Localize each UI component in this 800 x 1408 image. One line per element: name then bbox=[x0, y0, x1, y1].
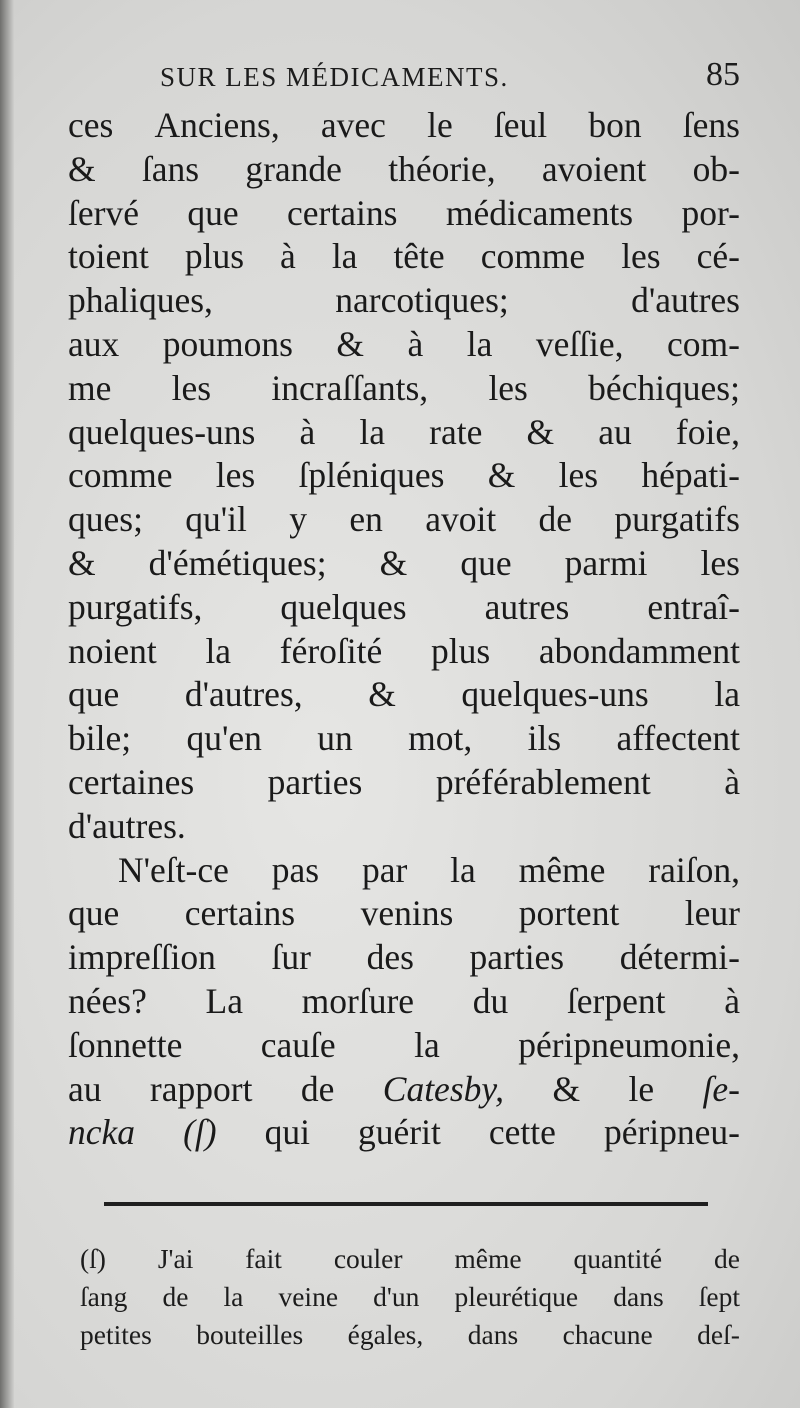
word: bouteilles bbox=[196, 1319, 304, 1350]
word: par bbox=[361, 849, 408, 890]
word: d'un bbox=[373, 1281, 420, 1312]
word: pas bbox=[271, 849, 320, 890]
footnote-divider bbox=[104, 1202, 708, 1206]
word: venins bbox=[360, 893, 454, 934]
word: & bbox=[487, 455, 516, 496]
word: ſerpent bbox=[566, 980, 666, 1021]
word: ſonnette bbox=[68, 1024, 183, 1065]
footnote bbox=[80, 1240, 740, 1354]
text-line bbox=[68, 1024, 740, 1068]
word: certains bbox=[184, 893, 296, 934]
word: & bbox=[368, 674, 396, 715]
word: les bbox=[215, 455, 256, 496]
word: & bbox=[379, 542, 408, 583]
word: cé- bbox=[696, 236, 740, 277]
word: que bbox=[68, 893, 120, 934]
word: petites bbox=[80, 1319, 152, 1350]
text-line bbox=[68, 235, 740, 279]
word: guérit bbox=[358, 1112, 441, 1153]
word: parties bbox=[267, 761, 363, 802]
word: comme bbox=[480, 236, 586, 277]
word: certains bbox=[287, 192, 398, 233]
word: leur bbox=[684, 893, 740, 934]
text-line bbox=[68, 673, 740, 717]
text-line bbox=[68, 104, 740, 148]
word: morſure bbox=[301, 980, 415, 1021]
word: chacune bbox=[562, 1319, 653, 1350]
word: veine bbox=[278, 1281, 339, 1312]
word: ob- bbox=[692, 148, 740, 189]
word: avoit bbox=[425, 499, 497, 540]
word: toient bbox=[68, 236, 149, 277]
word: cauſe bbox=[260, 1024, 336, 1065]
word: abondamment bbox=[538, 630, 740, 671]
word: avec bbox=[320, 105, 386, 145]
page-number: 85 bbox=[706, 56, 740, 93]
word: de bbox=[538, 499, 573, 540]
word: avoient bbox=[541, 148, 647, 189]
text-line bbox=[68, 980, 740, 1024]
word: (ſ) bbox=[183, 1112, 217, 1153]
word: à bbox=[724, 980, 740, 1021]
word: que bbox=[460, 542, 512, 583]
word: plus bbox=[184, 236, 245, 277]
word: d'autres. bbox=[68, 805, 186, 846]
footnote-line bbox=[80, 1278, 740, 1316]
word: ſe- bbox=[702, 1068, 740, 1109]
word: mot, bbox=[408, 718, 473, 759]
word: & bbox=[552, 1068, 581, 1109]
word: à bbox=[299, 411, 316, 452]
word: & bbox=[526, 411, 555, 452]
word: por- bbox=[681, 192, 740, 233]
word: poumons bbox=[162, 323, 293, 364]
word: à bbox=[724, 761, 740, 802]
word: hépati- bbox=[641, 455, 740, 496]
word: ques; bbox=[68, 499, 143, 540]
text-line bbox=[68, 892, 740, 936]
word: en bbox=[349, 499, 383, 540]
text-line bbox=[68, 454, 740, 498]
word: détermi- bbox=[619, 937, 740, 978]
word: la bbox=[223, 1281, 244, 1312]
word: ſpléniques bbox=[298, 455, 445, 496]
word: y bbox=[289, 499, 307, 540]
word: & bbox=[68, 542, 96, 583]
word: ſens bbox=[682, 105, 740, 145]
word: médicaments bbox=[445, 192, 634, 233]
word: portent bbox=[518, 893, 620, 934]
word: J'ai bbox=[157, 1243, 194, 1274]
word: égales, bbox=[347, 1319, 424, 1350]
word: d'autres bbox=[631, 280, 740, 321]
word: raiſon, bbox=[648, 849, 740, 890]
word: rapport bbox=[149, 1068, 253, 1109]
text-line bbox=[68, 586, 740, 630]
word: qu'en bbox=[186, 718, 262, 759]
text-line bbox=[68, 148, 740, 192]
word: le bbox=[628, 1068, 655, 1109]
word: les bbox=[171, 367, 212, 408]
word: dans bbox=[613, 1281, 664, 1312]
word: tête bbox=[393, 236, 445, 277]
word: veſſie, bbox=[535, 323, 624, 364]
word: plus bbox=[430, 630, 491, 671]
text-line bbox=[68, 411, 740, 455]
text-line bbox=[68, 192, 740, 236]
word: com- bbox=[667, 323, 740, 364]
word: à bbox=[280, 236, 296, 277]
word: quelques-uns bbox=[68, 411, 256, 452]
word: préférablement bbox=[435, 761, 651, 802]
word: narcotiques; bbox=[335, 280, 509, 321]
word: ſur bbox=[271, 937, 311, 978]
word: deſ- bbox=[697, 1319, 740, 1350]
word: quantité bbox=[573, 1243, 663, 1274]
text-line bbox=[68, 761, 740, 805]
word: un bbox=[317, 718, 353, 759]
word: la bbox=[714, 674, 740, 715]
word: impreſſion bbox=[68, 937, 216, 978]
word: & bbox=[336, 323, 365, 364]
text-line bbox=[68, 498, 740, 542]
footnote-line bbox=[80, 1316, 740, 1354]
word: à bbox=[407, 323, 424, 364]
word: péripneu- bbox=[603, 1112, 740, 1153]
word: ſans bbox=[141, 148, 200, 189]
word: quelques-uns bbox=[461, 674, 649, 715]
word: la bbox=[466, 323, 493, 364]
word: purgatifs bbox=[614, 499, 740, 540]
word: de bbox=[714, 1243, 740, 1274]
word: couler bbox=[333, 1243, 403, 1274]
word: béchiques; bbox=[588, 367, 740, 408]
word: même bbox=[454, 1243, 522, 1274]
text-line bbox=[68, 1111, 740, 1155]
word: ſeul bbox=[493, 105, 548, 145]
word: fait bbox=[245, 1243, 282, 1274]
footnote-line bbox=[80, 1240, 740, 1278]
word: rate bbox=[429, 411, 483, 452]
word: des bbox=[366, 937, 414, 978]
word: pleurétique bbox=[454, 1281, 579, 1312]
word: les bbox=[621, 236, 661, 277]
word: ces bbox=[68, 105, 114, 145]
word: foie, bbox=[675, 411, 740, 452]
word: dans bbox=[467, 1319, 519, 1350]
word: ſang bbox=[80, 1281, 128, 1312]
word: Anciens, bbox=[154, 105, 280, 145]
word: d'autres, bbox=[184, 674, 303, 715]
word: N'eſt-ce bbox=[118, 849, 229, 890]
word: ſervé bbox=[68, 192, 139, 233]
word: au bbox=[68, 1068, 102, 1109]
page-gutter-shadow bbox=[0, 0, 14, 1408]
main-text bbox=[68, 104, 740, 1155]
word: Catesby, bbox=[382, 1068, 505, 1109]
word: que bbox=[68, 674, 120, 715]
running-head: SUR LES MÉDICAMENTS. bbox=[160, 62, 509, 92]
word: me bbox=[68, 367, 112, 408]
word: bile; bbox=[68, 718, 132, 759]
word: théorie, bbox=[388, 148, 496, 189]
word: bon bbox=[588, 105, 642, 145]
word: autres bbox=[484, 586, 570, 627]
word: (ſ) bbox=[80, 1243, 106, 1274]
word: comme bbox=[68, 455, 173, 496]
word: que bbox=[187, 192, 239, 233]
word: grande bbox=[245, 148, 342, 189]
word: les bbox=[488, 367, 528, 408]
word: quelques bbox=[280, 586, 407, 627]
word: les bbox=[700, 542, 740, 583]
word: affectent bbox=[616, 718, 740, 759]
word: ils bbox=[527, 718, 562, 759]
word: qu'il bbox=[185, 499, 247, 540]
word: noient bbox=[68, 630, 157, 671]
word: & bbox=[68, 148, 96, 189]
word: au bbox=[598, 411, 632, 452]
word: la bbox=[331, 236, 358, 277]
page-header bbox=[150, 56, 740, 100]
word: parmi bbox=[564, 542, 648, 583]
text-line bbox=[68, 849, 740, 893]
word: le bbox=[427, 105, 453, 145]
word: même bbox=[518, 849, 606, 890]
word: féroſité bbox=[279, 630, 383, 671]
text-line bbox=[68, 717, 740, 761]
word: ncka bbox=[68, 1112, 136, 1153]
word: du bbox=[472, 980, 509, 1021]
word: de bbox=[300, 1068, 335, 1109]
text-line bbox=[68, 542, 740, 586]
text-line bbox=[68, 805, 740, 849]
word: incraſſants, bbox=[271, 367, 429, 408]
text-line bbox=[68, 323, 740, 367]
word: cette bbox=[488, 1112, 556, 1153]
word: les bbox=[558, 455, 599, 496]
word: aux bbox=[68, 323, 120, 364]
word: la bbox=[414, 1024, 440, 1065]
word: nées? bbox=[68, 980, 147, 1021]
word: ſept bbox=[698, 1281, 740, 1312]
text-line bbox=[68, 367, 740, 411]
text-line bbox=[68, 1068, 740, 1112]
word: péripneumonie, bbox=[518, 1024, 740, 1065]
word: d'émétiques; bbox=[148, 542, 327, 583]
text-line bbox=[68, 936, 740, 980]
word: purgatifs, bbox=[68, 586, 203, 627]
text-line bbox=[68, 630, 740, 674]
word: parties bbox=[469, 937, 565, 978]
word: la bbox=[359, 411, 386, 452]
word: la bbox=[450, 849, 476, 890]
word: de bbox=[162, 1281, 189, 1312]
word: entraî- bbox=[647, 586, 740, 627]
word: phaliques, bbox=[68, 280, 213, 321]
word: certaines bbox=[68, 761, 195, 802]
word: La bbox=[205, 980, 243, 1021]
text-line bbox=[68, 279, 740, 323]
word: qui bbox=[264, 1112, 310, 1153]
word: la bbox=[205, 630, 232, 671]
